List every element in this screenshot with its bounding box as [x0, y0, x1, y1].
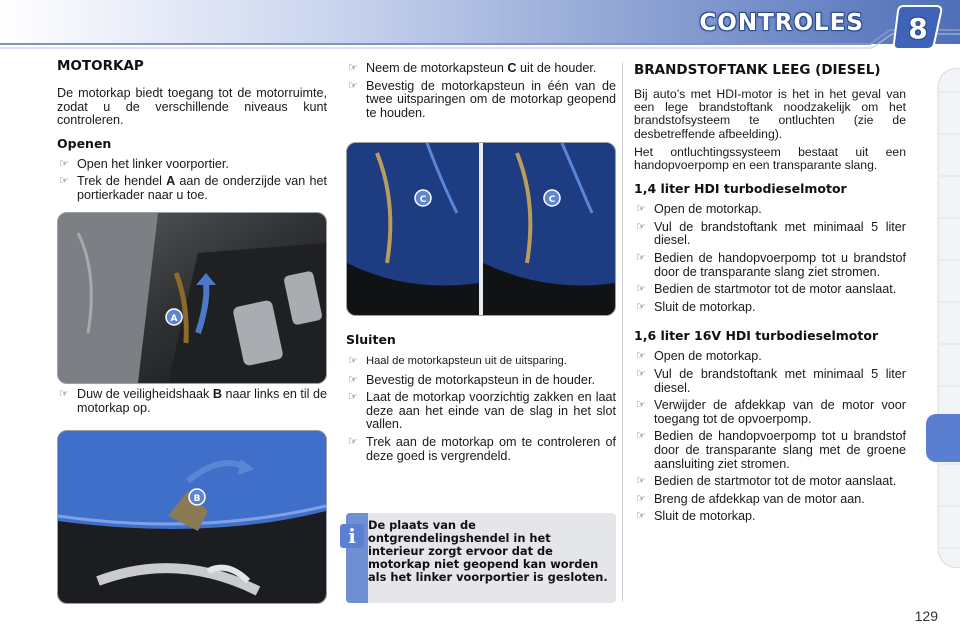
subsection-title-14-hdi: 1,4 liter HDI turbodieselmotor [634, 181, 847, 197]
hdi16-step: ☞ Verwijder de afdekkap van de motor voor toegang tot de opvoerpomp. [636, 398, 906, 426]
bullet-hand-icon: ☞ [636, 203, 646, 216]
bullet-hand-icon: ☞ [348, 435, 358, 448]
column-hood-support [346, 58, 616, 120]
column-hood-opening [57, 58, 327, 203]
callout-label-a: A [170, 314, 178, 324]
close-step-1: ☞ Haal de motorkapsteun uit de uitsparing. [348, 355, 567, 367]
bullet-hand-icon: ☞ [59, 157, 69, 170]
page-header [0, 0, 960, 52]
close-step-2: ☞ Bevestig de motorkapsteun in de houder. [348, 372, 595, 387]
column-empty-fuel-tank [634, 58, 906, 524]
bullet-hand-icon: ☞ [636, 350, 646, 363]
hdi16-step: ☞ Open de motorkap. [636, 349, 762, 364]
tab-strip-graphic [934, 68, 960, 568]
bullet-hand-icon: ☞ [348, 79, 358, 92]
support-step-1: ☞ Neem de motorkapsteun C uit de houder. [348, 61, 597, 75]
bullet-hand-icon: ☞ [59, 388, 69, 400]
photo-hood-prop-rod [346, 142, 616, 316]
info-icon: i [340, 524, 364, 548]
hood-prop-rod-illustration [347, 143, 615, 315]
bullet-hand-icon: ☞ [636, 367, 646, 380]
open-step-2: ☞ Trek de hendel A aan de onderzijde van het portierkader naar u toe. [59, 174, 327, 202]
bullet-hand-icon: ☞ [636, 220, 646, 233]
fuel-paragraph-1: Bij auto’s met HDI-motor is het in het geval van een lege brandstoftank noodzakelijk om het brandstofsysteem te ontluchten (zie de desbetreffende afbeelding). [634, 87, 906, 141]
column-hood-opening-cont [57, 388, 327, 415]
subsection-title-16-hdi: 1,6 liter 16V HDI turbodieselmotor [634, 328, 879, 344]
chapter-title: CONTROLES [699, 10, 864, 36]
chapter-tab-strip [934, 68, 960, 568]
bullet-hand-icon: ☞ [348, 62, 358, 74]
hdi16-step: ☞ Bedien de handopvoerpomp tot u brandstof door de transparante slang met de groene aansluiting ziet stromen. [636, 429, 906, 471]
hdi14-step: ☞ Vul de brandstoftank met minimaal 5 liter diesel. [636, 219, 906, 248]
hdi16-step: ☞ Bedien de startmotor tot de motor aanslaat. [636, 474, 897, 489]
fuel-paragraph-2: Het ontluchtingssysteem bestaat uit een handopvoerpomp en een transparante slang. [634, 144, 906, 173]
safety-catch-illustration [58, 431, 326, 603]
info-note-text: De plaats van de ontgrendelingshendel in het interieur zorgt ervoor dat de motorkap niet geopend kan worden als het linker voorportier is gesloten. [368, 518, 608, 584]
callout-label-c-right: C [548, 195, 556, 205]
chapter-number: 8 [908, 11, 928, 45]
support-step-2: ☞ Bevestig de motorkapsteun in één van de twee uitsparingen om de motorkap geopend te houden. [348, 78, 616, 120]
hdi14-step: ☞ Bedien de startmotor tot de motor aanslaat. [636, 282, 897, 297]
bullet-hand-icon: ☞ [636, 510, 646, 523]
hdi14-step: ☞ Open de motorkap. [636, 202, 762, 217]
callout-label-b: B [193, 494, 201, 504]
bullet-hand-icon: ☞ [59, 175, 69, 188]
subsection-title-close: Sluiten [346, 332, 396, 347]
release-lever-illustration [58, 213, 326, 383]
photo-safety-catch [57, 430, 327, 604]
bullet-hand-icon: ☞ [348, 373, 358, 386]
subsection-title-open: Openen [57, 135, 112, 151]
bullet-hand-icon: ☞ [636, 475, 646, 488]
close-step-3: ☞ Laat de motorkap voorzichtig zakken en laat deze aan het einde van de slag in het slot vallen. [348, 390, 616, 432]
hood-intro: De motorkap biedt toegang tot de motorruimte, zodat u de verschillende niveaus kunt controleren. [57, 86, 327, 128]
bullet-hand-icon: ☞ [348, 391, 358, 404]
page-number: 129 [914, 608, 938, 624]
section-title-fuel: BRANDSTOFTANK LEEG (DIESEL) [634, 62, 881, 78]
bullet-hand-icon: ☞ [636, 300, 646, 313]
column-hood-closing [346, 332, 616, 463]
hdi14-step: ☞ Bedien de handopvoerpomp tot u brandstof door de transparante slang ziet stromen. [636, 251, 906, 279]
open-step-1: ☞ Open het linker voorportier. [59, 156, 229, 171]
hdi14-step: ☞ Sluit de motorkap. [636, 299, 756, 314]
photo-release-lever [57, 212, 327, 384]
bullet-hand-icon: ☞ [636, 430, 646, 443]
bullet-hand-icon: ☞ [636, 252, 646, 264]
chapter-tab-active[interactable] [926, 414, 960, 462]
hdi16-step: ☞ Breng de afdekkap van de motor aan. [636, 491, 865, 506]
open-step-3: ☞ Duw de veiligheidshaak B naar links en til de motorkap op. [59, 387, 327, 415]
bullet-hand-icon: ☞ [348, 355, 358, 367]
bullet-hand-icon: ☞ [636, 399, 646, 412]
section-title-hood: MOTORKAP [57, 58, 144, 74]
close-step-4: ☞ Trek aan de motorkap om te controleren of deze goed is vergrendeld. [348, 434, 616, 463]
hdi16-step: ☞ Vul de brandstoftank met minimaal 5 liter diesel. [636, 366, 906, 395]
bullet-hand-icon: ☞ [636, 283, 646, 296]
bullet-hand-icon: ☞ [636, 492, 646, 505]
callout-label-c-left: C [419, 195, 427, 205]
hdi16-step: ☞ Sluit de motorkap. [636, 509, 756, 524]
column-divider [622, 62, 623, 602]
